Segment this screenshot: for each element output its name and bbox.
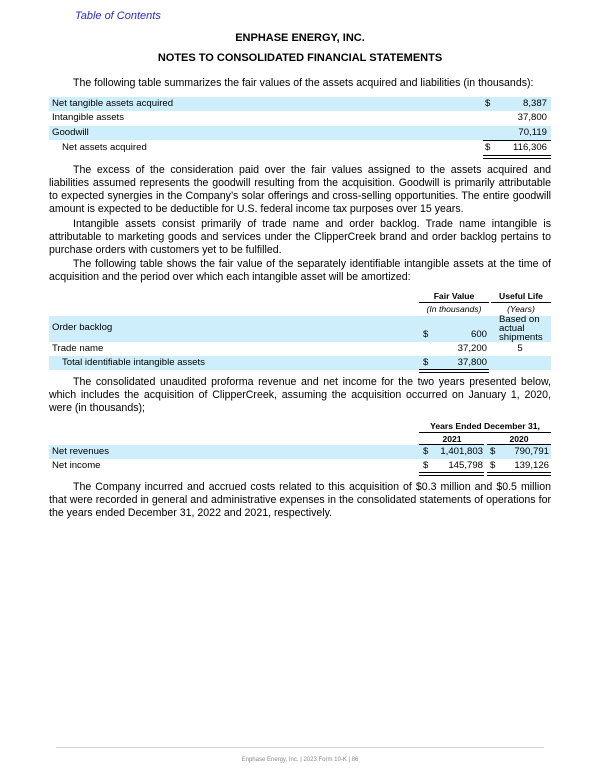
intangibles-text: Intangible assets consist primarily of trade name and order backlog. Trade name intangible is attributable to marketing goods and services under the ClipperCreek brand and order backlog pertains to purchase orders with customers yet to be fulfilled. [49, 218, 551, 256]
currency-symbol: $ [485, 142, 491, 153]
row-label: Net assets acquired [62, 142, 147, 153]
column-subheader-years: (Years) [507, 304, 535, 314]
currency-symbol: $ [423, 460, 429, 471]
row-value: 37,800 [517, 112, 547, 123]
intro-text: The following table summarizes the fair values of the assets acquired and liabilities (in thousands): [73, 77, 534, 89]
column-header-fair-value: Fair Value [433, 291, 475, 301]
section-title: NOTES TO CONSOLIDATED FINANCIAL STATEMENTS [157, 52, 443, 64]
row-label: Total identifiable intangible assets [62, 357, 205, 368]
intangibles-paragraph [49, 218, 551, 257]
column-header-useful-life: Useful Life [499, 291, 543, 301]
row-label: Intangible assets [52, 112, 124, 123]
useful-life-value [499, 315, 543, 342]
row-label: Order backlog [52, 322, 113, 333]
useful-life-line: actual [499, 323, 525, 334]
table-row [49, 445, 551, 459]
table-row [49, 126, 551, 140]
useful-life-line: Based on [499, 314, 540, 325]
table2-intro-paragraph [49, 258, 551, 284]
footer-divider [56, 747, 544, 748]
intro-paragraph [49, 77, 551, 90]
table-row [49, 97, 551, 111]
row-label: Net tangible assets acquired [52, 98, 174, 109]
goodwill-text: The excess of the consideration paid over the fair values assigned to the assets acquired and liabilities assumed represents the goodwill resulting from the acquisition. Goodwill is primarily attributable to expected synergies in the Company’s solar offerings and cross-selling opportunities. The entire goodwill amount is expected to be deductible for U.S. federal income tax purposes over 15 years. [49, 164, 551, 215]
total-double-rule [483, 155, 551, 159]
costs-text: The Company incurred and accrued costs related to this acquisition of $0.3 million and $0.5 million that were recorded in general and administrative expenses in the consolidated statements of operations for the years ended December 31, 2022 and 2021, respectively. [49, 481, 551, 519]
currency-symbol: $ [485, 98, 491, 109]
row-value: 8,387 [522, 98, 547, 109]
row-value-2020: 790,791 [514, 446, 549, 457]
useful-life-value: 5 [517, 343, 523, 354]
currency-symbol: $ [423, 357, 429, 368]
row-value: 37,200 [457, 343, 487, 354]
proforma-paragraph [49, 376, 551, 415]
proforma-text: The consolidated unaudited proforma revenue and net income for the two years presented below, which includes the acquisition of ClipperCreek, assuming the acquisition occurred on January 1, 2020, were (in thousands); [49, 376, 551, 414]
currency-symbol: $ [490, 446, 496, 457]
column-header-2021: 2021 [442, 434, 462, 444]
table2-intro-text: The following table shows the fair value of the separately identifiable intangible assets at the time of acquisition and the period over which each intangible asset will be amortized: [49, 258, 551, 283]
row-label: Goodwill [52, 127, 89, 138]
currency-symbol: $ [490, 460, 496, 471]
goodwill-paragraph [49, 164, 551, 216]
currency-symbol: $ [423, 446, 429, 457]
page-footer: Enphase Energy, Inc. | 2023 Form 10-K | 86 [241, 757, 359, 763]
table-row [49, 342, 551, 356]
row-value: 600 [470, 329, 487, 340]
row-label: Trade name [52, 343, 104, 354]
row-value-2021: 145,798 [448, 460, 483, 471]
header-rule [491, 302, 551, 303]
column-subheader-in-thousands: (In thousands) [426, 304, 482, 314]
row-value: 70,119 [518, 127, 547, 138]
table-row [49, 141, 551, 155]
total-double-rule [419, 369, 489, 373]
table-of-contents-link[interactable]: Table of Contents [75, 10, 161, 22]
total-double-rule [419, 472, 484, 476]
row-value: 116,306 [513, 142, 547, 153]
company-name: ENPHASE ENERGY, INC. [235, 32, 365, 44]
costs-paragraph [49, 481, 551, 520]
total-double-rule [487, 472, 551, 476]
table-row [49, 459, 551, 473]
table-row [49, 111, 551, 125]
row-value-2021: 1,401,803 [440, 446, 483, 457]
column-header-2020: 2020 [509, 434, 529, 444]
row-value-2020: 139,126 [514, 460, 549, 471]
table-row [49, 356, 551, 370]
currency-symbol: $ [423, 329, 429, 340]
row-label: Net revenues [52, 446, 110, 457]
useful-life-line: shipments [499, 332, 543, 343]
header-rule [419, 302, 489, 303]
table-row [49, 316, 551, 342]
row-label: Net income [52, 460, 101, 471]
header-rule [419, 432, 551, 433]
column-group-header: Years Ended December 31, [430, 421, 540, 431]
row-value: 37,800 [457, 357, 487, 368]
